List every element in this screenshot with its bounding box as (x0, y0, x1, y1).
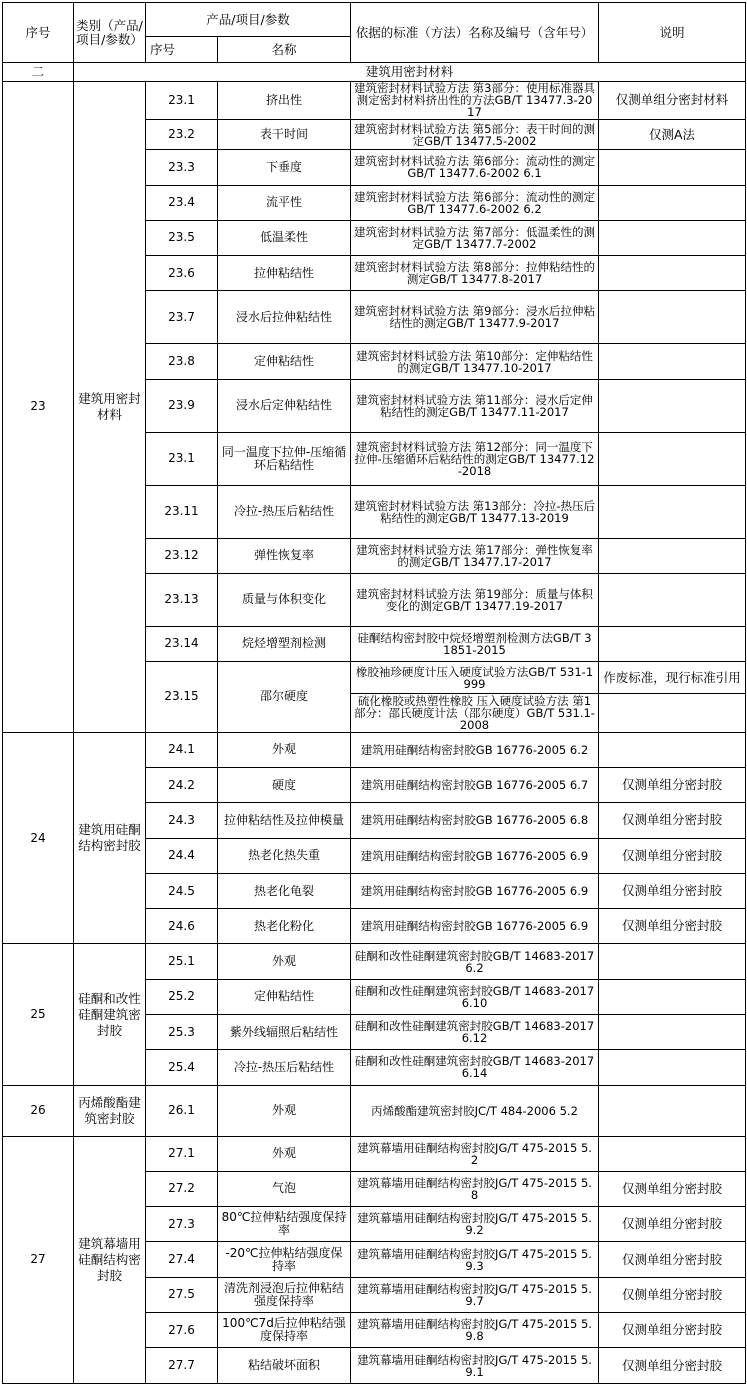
item-note: 作废标准，现行标准引用 (599, 662, 746, 694)
table-row (3, 944, 746, 979)
item-standard: 建筑密封材料试验方法 第8部分：拉伸粘结性的测定GB/T 13477.8-2017 (351, 256, 599, 291)
header-seq: 序号 (3, 3, 74, 63)
item-standard: 建筑密封材料试验方法 第19部分：质量与体积变化的测定GB/T 13477.19-2017 (351, 573, 599, 626)
item-name: 定伸粘结性 (218, 344, 351, 379)
item-note (599, 220, 746, 255)
group-seq: 23 (3, 81, 74, 732)
item-name: 同一温度下拉伸-压缩循环后粘结性 (218, 432, 351, 485)
item-no: 23.5 (146, 220, 218, 255)
table-row (3, 1136, 746, 1171)
item-no: 23.4 (146, 185, 218, 220)
item-note: 仅测单组分密封胶 (599, 873, 746, 908)
item-no: 27.1 (146, 1136, 218, 1171)
item-name: 冷拉-热压后粘结性 (218, 1050, 351, 1085)
item-no: 25.1 (146, 944, 218, 979)
group-category: 硅酮和改性硅酮建筑密封胶 (74, 944, 146, 1085)
header-name: 名称 (218, 37, 351, 63)
item-standard: 建筑幕墙用硅酮结构密封胶JG/T 475-2015 5.9.2 (351, 1207, 599, 1242)
item-standard: 建筑幕墙用硅酮结构密封胶JG/T 475-2015 5.9.7 (351, 1277, 599, 1312)
item-no: 25.3 (146, 1015, 218, 1050)
item-standard: 建筑密封材料试验方法 第11部分：浸水后定伸粘结性的测定GB/T 13477.11-2017 (351, 379, 599, 432)
item-standard: 建筑密封材料试验方法 第6部分：流动性的测定GB/T 13477.6-2002 6.2 (351, 185, 599, 220)
item-standard: 建筑幕墙用硅酮结构密封胶JG/T 475-2015 5.8 (351, 1171, 599, 1206)
item-no: 24.5 (146, 873, 218, 908)
item-no: 24.1 (146, 732, 218, 767)
item-no: 27.3 (146, 1207, 218, 1242)
item-note: 仅测单组分密封胶 (599, 1171, 746, 1206)
item-no: 23.8 (146, 344, 218, 379)
item-name: 挤出性 (218, 81, 351, 119)
item-name: 烷烃增塑剂检测 (218, 626, 351, 661)
table-row (3, 732, 746, 767)
group-category: 建筑用密封材料 (74, 81, 146, 732)
item-note (599, 538, 746, 573)
item-no: 23.12 (146, 538, 218, 573)
item-no: 23.1 (146, 81, 218, 119)
table-row (3, 1085, 746, 1136)
item-name: 拉伸粘结性及拉伸模量 (218, 803, 351, 838)
item-no: 23.1 (146, 432, 218, 485)
item-standard: 建筑密封材料试验方法 第10部分：定伸粘结性的测定GB/T 13477.10-2017 (351, 344, 599, 379)
item-name: 热老化龟裂 (218, 873, 351, 908)
table-row (3, 81, 746, 119)
item-note (599, 979, 746, 1014)
item-no: 23.2 (146, 120, 218, 150)
item-standard: 建筑密封材料试验方法 第17部分：弹性恢复率的测定GB/T 13477.17-2017 (351, 538, 599, 573)
item-note: 仅测单组分密封胶 (599, 838, 746, 873)
item-standard: 硅酮和改性硅酮建筑密封胶GB/T 14683-2017 6.2 (351, 944, 599, 979)
item-no: 26.1 (146, 1085, 218, 1136)
group-seq: 26 (3, 1085, 74, 1136)
item-no: 27.2 (146, 1171, 218, 1206)
item-note: 仅测A法 (599, 120, 746, 150)
group-seq: 24 (3, 732, 74, 944)
item-name: 浸水后拉伸粘结性 (218, 291, 351, 344)
item-standard-alt: 硫化橡胶或热塑性橡胶 压入硬度试验方法 第1部分：邵氏硬度计法（邵尔硬度）GB/T 531.1-2008 (351, 694, 599, 732)
item-standard: 建筑用硅酮结构密封胶GB 16776-2005 6.8 (351, 803, 599, 838)
item-standard: 丙烯酸酯建筑密封胶JC/T 484-2006 5.2 (351, 1085, 599, 1136)
header-sub-seq: 序号 (146, 37, 218, 63)
item-standard: 建筑用硅酮结构密封胶GB 16776-2005 6.9 (351, 873, 599, 908)
item-name: 流平性 (218, 185, 351, 220)
item-standard: 建筑用硅酮结构密封胶GB 16776-2005 6.9 (351, 909, 599, 944)
item-note: 仅侧单组分密封胶 (599, 1277, 746, 1312)
item-name: 定伸粘结性 (218, 979, 351, 1014)
item-name: 紫外线辐照后粘结性 (218, 1015, 351, 1050)
item-no: 24.3 (146, 803, 218, 838)
item-standard: 建筑密封材料试验方法 第9部分：浸水后拉伸粘结性的测定GB/T 13477.9-2017 (351, 291, 599, 344)
item-note (599, 1050, 746, 1085)
item-name: 拉伸粘结性 (218, 256, 351, 291)
item-name: 质量与体积变化 (218, 573, 351, 626)
item-note: 仅测单组分密封胶 (599, 1313, 746, 1348)
item-standard: 建筑密封材料试验方法 第5部分：表干时间的测定GB/T 13477.5-2002 (351, 120, 599, 150)
item-no: 23.3 (146, 150, 218, 185)
item-standard: 建筑用硅酮结构密封胶GB 16776-2005 6.9 (351, 838, 599, 873)
item-standard: 硅酮和改性硅酮建筑密封胶GB/T 14683-2017 6.10 (351, 979, 599, 1014)
item-note (599, 485, 746, 538)
group-seq: 25 (3, 944, 74, 1085)
item-standard: 建筑密封材料试验方法 第13部分：冷拉-热压后粘结性的测定GB/T 13477.13-2019 (351, 485, 599, 538)
standards-table (2, 2, 746, 1384)
item-note (599, 1015, 746, 1050)
item-note (599, 256, 746, 291)
item-no: 25.2 (146, 979, 218, 1014)
item-note: 仅测单组分密封胶 (599, 767, 746, 802)
item-note-alt (599, 694, 746, 732)
section-row (3, 63, 746, 82)
item-name: 外观 (218, 1085, 351, 1136)
item-no: 27.5 (146, 1277, 218, 1312)
item-name: 热老化粉化 (218, 909, 351, 944)
item-note (599, 944, 746, 979)
item-standard: 建筑密封材料试验方法 第6部分：流动性的测定GB/T 13477.6-2002 6.1 (351, 150, 599, 185)
item-standard: 建筑用硅酮结构密封胶GB 16776-2005 6.2 (351, 732, 599, 767)
item-name: 弹性恢复率 (218, 538, 351, 573)
item-standard: 硅酮和改性硅酮建筑密封胶GB/T 14683-2017 6.12 (351, 1015, 599, 1050)
item-standard: 建筑幕墙用硅酮结构密封胶JG/T 475-2015 5.9.1 (351, 1348, 599, 1384)
item-no: 23.13 (146, 573, 218, 626)
item-standard: 硅酮结构密封胶中烷烃增塑剂检测方法GB/T 31851-2015 (351, 626, 599, 661)
item-standard: 橡胶袖珍硬度计压入硬度试验方法GB/T 531-1999 (351, 662, 599, 694)
item-standard: 建筑幕墙用硅酮结构密封胶JG/T 475-2015 5.9.3 (351, 1242, 599, 1277)
item-note (599, 344, 746, 379)
item-name: 外观 (218, 1136, 351, 1171)
item-standard: 硅酮和改性硅酮建筑密封胶GB/T 14683-2017 6.14 (351, 1050, 599, 1085)
item-no: 24.2 (146, 767, 218, 802)
item-name: 粘结破坏面积 (218, 1348, 351, 1384)
item-note (599, 573, 746, 626)
group-category: 建筑用硅酮结构密封胶 (74, 732, 146, 944)
item-standard: 建筑密封材料试验方法 第7部分：低温柔性的测定GB/T 13477.7-2002 (351, 220, 599, 255)
group-category: 建筑幕墙用硅酮结构密封胶 (74, 1136, 146, 1383)
table-body (3, 63, 746, 1384)
item-no: 27.6 (146, 1313, 218, 1348)
item-no: 23.6 (146, 256, 218, 291)
item-note: 仅测单组分密封胶 (599, 909, 746, 944)
item-name: 热老化热失重 (218, 838, 351, 873)
section-number: 二 (3, 63, 74, 82)
group-seq: 27 (3, 1136, 74, 1383)
item-note: 仅测单组分密封材料 (599, 81, 746, 119)
item-note (599, 291, 746, 344)
item-name: 清洗剂浸泡后拉伸粘结强度保持率 (218, 1277, 351, 1312)
item-name: 冷拉-热压后粘结性 (218, 485, 351, 538)
item-no: 23.7 (146, 291, 218, 344)
item-note (599, 150, 746, 185)
item-standard: 建筑密封材料试验方法 第12部分：同一温度下拉伸-压缩循环后粘结性的测定GB/T 13477.12-2018 (351, 432, 599, 485)
header-category: 类别（产品/项目/参数） (74, 3, 146, 63)
item-note (599, 1136, 746, 1171)
item-note: 仅测单组分密封胶 (599, 1242, 746, 1277)
item-name: 下垂度 (218, 150, 351, 185)
item-name: 邵尔硬度 (218, 662, 351, 733)
header-row-1 (3, 3, 746, 37)
item-name: 表干时间 (218, 120, 351, 150)
item-no: 27.4 (146, 1242, 218, 1277)
item-name: 硬度 (218, 767, 351, 802)
item-name: 外观 (218, 732, 351, 767)
item-no: 23.14 (146, 626, 218, 661)
item-note: 仅测单组分密封胶 (599, 1348, 746, 1384)
item-note (599, 432, 746, 485)
item-name: 100℃7d后拉伸粘结强度保持率 (218, 1313, 351, 1348)
item-no: 23.11 (146, 485, 218, 538)
header-standard: 依据的标准（方法）名称及编号（含年号） (351, 3, 599, 63)
group-category: 丙烯酸酯建筑密封胶 (74, 1085, 146, 1136)
item-note (599, 379, 746, 432)
item-note: 仅测单组分密封胶 (599, 1207, 746, 1242)
item-name: 低温柔性 (218, 220, 351, 255)
standards-table-sheet (2, 2, 745, 1384)
item-note (599, 732, 746, 767)
header-note: 说明 (599, 3, 746, 63)
item-note (599, 1085, 746, 1136)
item-standard: 建筑幕墙用硅酮结构密封胶JG/T 475-2015 5.9.8 (351, 1313, 599, 1348)
item-no: 27.7 (146, 1348, 218, 1384)
item-standard: 建筑幕墙用硅酮结构密封胶JG/T 475-2015 5.2 (351, 1136, 599, 1171)
item-no: 23.15 (146, 662, 218, 733)
item-name: 浸水后定伸粘结性 (218, 379, 351, 432)
item-no: 24.6 (146, 909, 218, 944)
item-name: 80℃拉伸粘结强度保持率 (218, 1207, 351, 1242)
item-note: 仅测单组分密封胶 (599, 803, 746, 838)
item-standard: 建筑用硅酮结构密封胶GB 16776-2005 6.7 (351, 767, 599, 802)
item-note (599, 185, 746, 220)
header-product-group: 产品/项目/参数 (146, 3, 351, 37)
item-no: 25.4 (146, 1050, 218, 1085)
item-name: 外观 (218, 944, 351, 979)
item-name: -20℃拉伸粘结强度保持率 (218, 1242, 351, 1277)
section-title: 建筑用密封材料 (74, 63, 746, 82)
item-name: 气泡 (218, 1171, 351, 1206)
item-no: 23.9 (146, 379, 218, 432)
item-standard: 建筑密封材料试验方法 第3部分：使用标准器具测定密封材料挤出性的方法GB/T 13477.3-2017 (351, 81, 599, 119)
item-no: 24.4 (146, 838, 218, 873)
item-note (599, 626, 746, 661)
